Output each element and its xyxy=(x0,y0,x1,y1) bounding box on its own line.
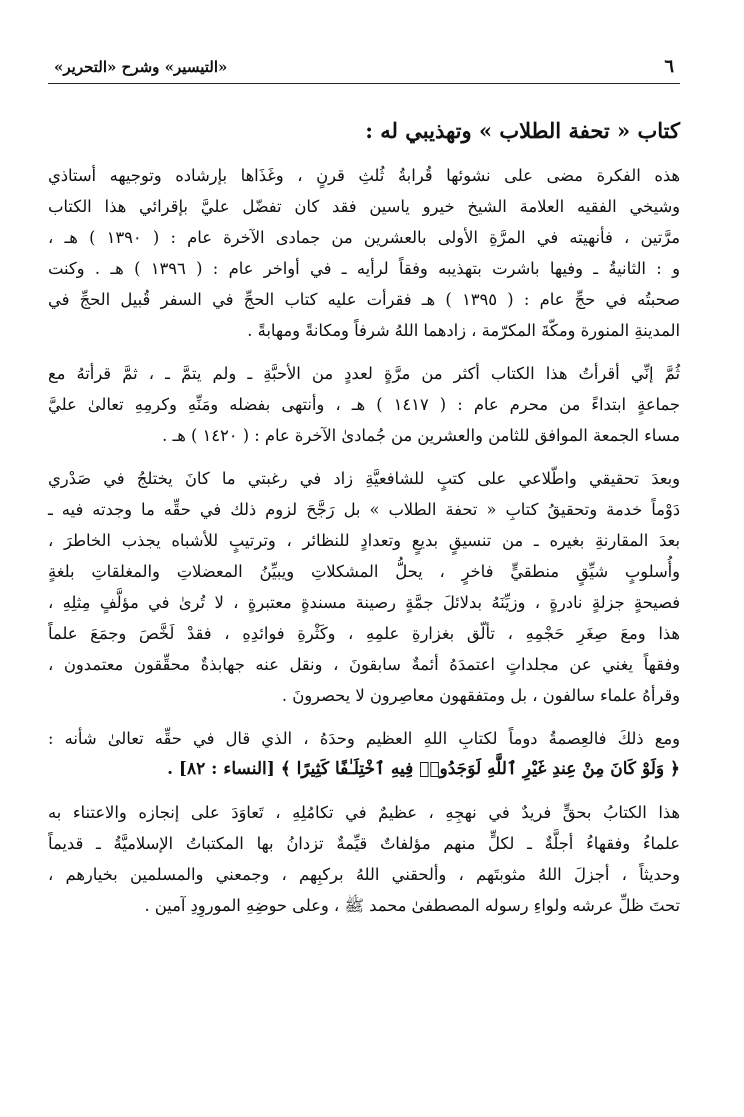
text-line: هذا ومعَ صِغَرِ حَجْمِهِ ، تألّق بغزارةِ علمِهِ ، وكَثْرةِ فوائدِهِ ، فقدْ لَخَّصَ وجمَعَ علماً xyxy=(48,624,680,643)
text-line: وقرأهُ علماء سالفون ، بل ومتفقهون معاصِرون لا يحصرونَ . xyxy=(281,686,680,705)
text-line: مرَّتين ، فأنهيته في المرَّةِ الأولى بالعشرين من جمادى الآخرة عام : ( ١٣٩٠ ) هـ ، xyxy=(48,228,680,247)
text-line: ومع ذلكَ فالعِصمةُ دوماً لكتابِ اللهِ العظيم وحدَهُ ، الذي قال في حقِّه تعالىٰ شأنه : xyxy=(48,729,680,748)
text-line: و : الثانيةُ ـ وفيها باشرت بتهذيبه وفقاً لرأيه ـ في أواخر عام : ( ١٣٩٦ ) هـ . وكنت xyxy=(48,259,680,278)
text-line: وشيخي الفقيه العلامة الشيخ خيرو ياسين فقد كان تفضّل عليَّ بإقرائي هذا الكتاب xyxy=(48,197,680,216)
text-line: مساء الجمعة الموافق للثامن والعشرين من جُمادىٰ الآخرة عام : ( ١٤٢٠ ) هـ . xyxy=(162,426,680,445)
running-title: «التيسير» وشرح «التحرير» xyxy=(54,58,228,76)
text-line: وحديثاً ، أجزلَ اللهُ مثوبتَهم ، وألحقني اللهُ بركبِهم ، وجمعني والمسلمين بخيارهم ، xyxy=(48,865,680,884)
text-line: فصيحةٍ جزلةٍ نادرةٍ ، وزيِّنَهُ بدلائلَ جمَّةٍ رصينة مسندةٍ معتبرةٍ ، لا تُرىٰ في مؤلَّفٍ مِثلِهِ ، xyxy=(48,593,680,612)
text-line: صحبتُه في حجِّ عام : ( ١٣٩٥ ) هـ فقرأت عليه كتاب الحجِّ في السفر قُبيل الحجِّ في xyxy=(48,290,680,309)
paragraph xyxy=(48,723,680,785)
page-number: ٦ xyxy=(664,56,674,77)
text-line: جماعةٍ ابتداءً من محرم عام : ( ١٤١٧ ) هـ ، وأنتهى بفضله ومَنِّهِ وكرمِهِ تعالىٰ عليَّ xyxy=(48,395,680,414)
paragraph xyxy=(48,463,680,711)
text-line: علماءُ وفقهاءُ أجلَّةٌ ـ لكلٍّ منهم مؤلفاتٌ قيِّمةٌ تزدانُ بها المكتباتُ الإسلاميَّةُ ـ قديماً xyxy=(48,834,680,853)
quran-verse: ﴿ وَلَوْ كَانَ مِنْ عِندِ غَيْرِ ٱللَّهِ لَوَجَدُوا۟ فِيهِ ٱخْتِلَـٰفًا كَثِيرًا ﴾ [النساء : ٨٢] . xyxy=(167,759,680,779)
text-line: دَوْماً خدمة وتحقيقُ كتابِ « تحفة الطلاب » بل رَجَّحَ لزوم ذلك في حقِّه ما وجدته فيه ـ xyxy=(48,500,680,519)
running-header xyxy=(48,56,680,84)
text-line: بعدَ المقارنةِ بغيره ـ من تنسيقٍ بديعٍ وتعدادٍ للنظائر ، وترتيبٍ للأشباه يجذب الخاطرَ ، xyxy=(48,531,680,550)
text-line: هذا الكتابُ بحقٍّ فريدٌ في نهجِهِ ، عظيمٌ في تكامُلِهِ ، تَعاوَدَ على إنجازه والاعتناء به xyxy=(48,803,680,822)
text-line: وفقهاً يغني عن مجلداتٍ اعتمدَهُ أئمةٌ سابقونَ ، ونقل عنه جهابذةٌ محقِّقون معتمدون ، xyxy=(48,655,680,674)
paragraph xyxy=(48,358,680,451)
text-line: ثُمَّ إنِّي أقرأتُ هذا الكتاب أكثر من مرَّةٍ لعددٍ من الأحبَّةِ ـ ولم يتمَّ ـ ، ثمَّ قرأتهُ مع xyxy=(48,364,680,383)
text-line: تحتَ ظلِّ عرشه ولواءِ رسوله المصطفىٰ محمد ﷺ ، وعلى حوضِهِ الموروِدِ آمين . xyxy=(144,896,680,915)
text-line: وبعدَ تحقيقي واطّلاعي على كتبٍ للشافعيَّةِ زاد في رغبتي ما كانَ يختلجُ في صَدْري xyxy=(48,469,680,488)
section-title: كتاب « تحفة الطلاب » وتهذيبي له : xyxy=(365,118,680,143)
text-line: وأُسلوبٍ شيِّقٍ منطقيٍّ فاخرٍ ، يحلُّ المشكلاتِ ويبيِّنُ المعضلاتِ والمغلقاتِ بلغةٍ xyxy=(48,562,680,581)
paragraph xyxy=(48,797,680,921)
text-line: المدينةِ المنورة ومكّةَ المكرّمة ، زادهما اللهُ شرفاً ومكانةً ومهابةً . xyxy=(247,321,680,340)
text-line: هذه الفكرة مضى على نشوئها قُرابةُ ثُلثِ قرنٍ ، وغَذَاها بإرشاده وتوجيهه أستاذي xyxy=(48,166,680,185)
paragraph xyxy=(48,160,680,346)
